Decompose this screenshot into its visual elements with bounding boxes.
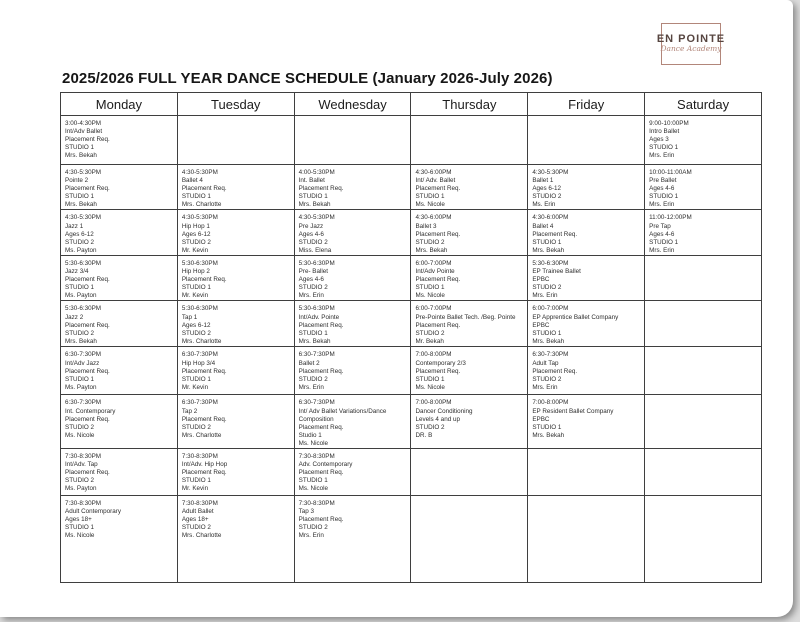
class-teacher: Mrs. Charlotte [181, 431, 222, 439]
class-name: Pre Jazz [298, 222, 324, 230]
class-name: Int/ Adv. Ballet [415, 177, 456, 185]
class-name: Int/Adv Ballet [65, 128, 103, 136]
class-requirement: EPBC [532, 321, 550, 329]
class-teacher: Mrs. Erin [649, 201, 675, 209]
class-name: Pre Ballet [649, 177, 677, 185]
day-header-thursday: Thursday [411, 93, 528, 116]
class-cell [294, 448, 411, 495]
class-time: 6:00-7:00PM [415, 305, 452, 313]
class-cell [61, 301, 178, 347]
class-cell [645, 116, 762, 165]
class-name: Adv. Contemporary [298, 461, 353, 469]
class-requirement: Placement Req. [65, 136, 110, 144]
class-requirement: Placement Req. [415, 367, 461, 375]
class-cell [177, 165, 294, 210]
class-teacher: Mrs. Bekah [65, 337, 97, 345]
class-cell [177, 255, 294, 300]
class-teacher: Mrs. Bekah [65, 201, 97, 209]
class-time: 4:30-5:30PM [65, 214, 102, 222]
class-time: 4:30-5:30PM [181, 214, 218, 222]
class-cell [61, 347, 178, 395]
class-name: Tap 1 [181, 313, 198, 321]
class-requirement: EPBC [532, 276, 550, 284]
class-requirement: Ages 6-12 [65, 230, 94, 238]
day-header-saturday: Saturday [645, 93, 762, 116]
class-studio: STUDIO 2 [65, 477, 95, 485]
class-teacher: Miss. Elena [298, 246, 332, 254]
class-studio: STUDIO 2 [532, 375, 562, 383]
class-name: EP Trainee Ballet [532, 268, 581, 276]
class-studio: STUDIO 1 [181, 193, 211, 201]
empty-cell [528, 448, 645, 495]
day-header-row [61, 93, 762, 116]
class-teacher: Mrs. Bekah [532, 246, 565, 254]
class-cell [294, 347, 411, 395]
day-header-wednesday: Wednesday [294, 93, 411, 116]
class-time: 4:30-6:00PM [415, 214, 452, 222]
class-requirement: EPBC [532, 415, 550, 423]
class-studio: STUDIO 1 [65, 193, 95, 201]
class-teacher: Ms. Nicole [415, 292, 445, 300]
class-cell [645, 165, 762, 210]
class-requirement: Placement Req. [532, 367, 578, 375]
class-requirement: Placement Req. [181, 185, 227, 193]
class-time: 6:30-7:30PM [298, 399, 335, 407]
class-time: 4:30-5:30PM [532, 169, 569, 176]
class-studio: STUDIO 2 [532, 284, 562, 292]
day-header-friday: Friday [528, 93, 645, 116]
class-teacher: Ms. Payton [65, 383, 97, 391]
class-name: Pre-Pointe Ballet Tech. /Beg. Pointe [415, 313, 516, 321]
empty-cell [411, 116, 528, 165]
class-requirement: Placement Req. [65, 321, 110, 329]
class-time: 6:30-7:30PM [65, 351, 102, 359]
class-time: 5:30-6:30PM [65, 305, 102, 313]
class-time: 5:30-6:30PM [181, 305, 218, 313]
schedule-row [61, 395, 762, 449]
class-name: Jazz 2 [65, 313, 84, 321]
class-requirement: Ages 18+ [181, 516, 209, 524]
class-cell [177, 210, 294, 255]
class-name: Int/Adv Jazz [65, 359, 100, 367]
class-requirement: Ages 6-12 [181, 230, 211, 238]
class-requirement: Levels 4 and up [415, 415, 460, 423]
class-cell [61, 255, 178, 300]
class-studio: STUDIO 1 [65, 144, 95, 152]
class-cell [528, 255, 645, 300]
class-cell [61, 395, 178, 449]
class-teacher: Mrs. Charlotte [181, 532, 222, 540]
schedule-row [61, 301, 762, 347]
class-teacher: Ms. Payton [65, 292, 97, 300]
class-name: Pointe 2 [65, 177, 89, 185]
class-requirement: Placement Req. [181, 469, 227, 477]
class-studio: STUDIO 2 [181, 329, 211, 337]
empty-cell [645, 301, 762, 347]
class-time: 3:00-4:30PM [65, 120, 102, 127]
class-name: Hip Hop 2 [181, 268, 210, 276]
class-cell [528, 395, 645, 449]
class-studio: STUDIO 2 [298, 375, 328, 383]
class-studio: STUDIO 1 [649, 144, 679, 152]
class-name: Adult Tap [532, 359, 559, 367]
class-requirement: Placement Req. [298, 367, 344, 375]
class-teacher: Ms. Payton [65, 246, 97, 254]
class-requirement: Placement Req. [65, 469, 110, 477]
class-cell [61, 448, 178, 495]
class-teacher: Mrs. Bekah [532, 431, 565, 439]
class-name: Int/Adv Pointe [415, 268, 455, 276]
class-cell [411, 347, 528, 395]
class-cell [177, 395, 294, 449]
class-time: 6:00-7:00PM [532, 305, 569, 313]
class-name: Ballet 4 [532, 222, 554, 230]
class-requirement: Placement Req. [532, 230, 578, 238]
empty-cell [645, 255, 762, 300]
class-studio: STUDIO 1 [65, 524, 95, 532]
class-studio: STUDIO 1 [415, 375, 445, 383]
class-cell [177, 301, 294, 347]
class-time: 7:30-8:30PM [181, 499, 218, 507]
class-studio: STUDIO 1 [532, 238, 562, 246]
class-name: Ballet 3 [415, 222, 437, 230]
class-time: 5:30-6:30PM [532, 259, 569, 267]
class-requirement: Placement Req. [298, 423, 344, 431]
class-time: 4:30-5:30PM [65, 169, 102, 176]
class-cell [528, 210, 645, 255]
class-studio: STUDIO 2 [298, 524, 328, 532]
class-studio: Studio 1 [298, 431, 322, 439]
class-cell [528, 165, 645, 210]
class-requirement: Placement Req. [181, 415, 227, 423]
class-cell [294, 395, 411, 449]
class-time: 10:00-11:00AM [649, 169, 692, 176]
class-studio: STUDIO 2 [298, 238, 328, 246]
class-name: Ballet 2 [298, 359, 320, 367]
schedule-row [61, 116, 762, 165]
class-requirement: Ages 6-12 [532, 185, 562, 193]
class-cell [294, 255, 411, 300]
class-studio: STUDIO 1 [415, 284, 445, 292]
class-requirement: Placement Req. [298, 469, 344, 477]
class-cell [294, 301, 411, 347]
class-name: Ballet 1 [532, 177, 554, 185]
class-name: Tap 2 [181, 407, 198, 415]
class-teacher: DR. B [415, 431, 433, 439]
class-cell [294, 165, 411, 210]
class-requirement: Placement Req. [298, 516, 344, 524]
class-requirement: Ages 6-12 [181, 321, 211, 329]
class-time: 7:30-8:30PM [65, 499, 102, 507]
class-requirement: Ages 18+ [65, 516, 92, 524]
class-studio: STUDIO 2 [65, 238, 95, 246]
class-time: 6:30-7:30PM [181, 351, 218, 359]
empty-cell [177, 116, 294, 165]
class-studio: STUDIO 2 [181, 524, 211, 532]
class-requirement: Ages 4-6 [298, 230, 324, 238]
class-name: Ballet 4 [181, 177, 203, 185]
class-time: 6:30-7:30PM [181, 399, 218, 407]
class-time: 7:00-8:00PM [415, 351, 452, 359]
empty-cell [528, 116, 645, 165]
class-name: Int/Adv. Hip Hop [181, 461, 228, 469]
class-teacher: Mrs. Charlotte [181, 201, 222, 209]
class-teacher: Ms. Nicole [415, 201, 445, 209]
class-time: 9:00-10:00PM [649, 120, 689, 127]
class-time: 6:30-7:30PM [298, 351, 335, 359]
class-name: Hip Hop 1 [181, 222, 210, 230]
class-time: 6:30-7:30PM [532, 351, 569, 359]
class-name: Adult Ballet [181, 508, 214, 516]
class-time: 4:30-6:00PM [415, 169, 452, 176]
class-name: Jazz 1 [65, 222, 84, 230]
class-time: 7:00-8:00PM [415, 399, 452, 407]
class-teacher: Mr. Kevin [181, 246, 209, 254]
class-studio: STUDIO 1 [65, 284, 95, 292]
schedule-header [61, 93, 762, 116]
class-studio: STUDIO 1 [181, 375, 211, 383]
class-cell [61, 165, 178, 210]
class-name: Tap 3 [298, 508, 315, 516]
class-name: Dancer Conditioning [415, 407, 473, 415]
class-studio: STUDIO 1 [649, 238, 679, 246]
class-name: EP Apprentice Ballet Company [532, 313, 619, 321]
class-studio: STUDIO 2 [415, 238, 445, 246]
class-cell [177, 448, 294, 495]
class-cell [411, 301, 528, 347]
class-requirement: Ages 3 [649, 136, 669, 144]
class-time: 7:00-8:00PM [532, 399, 569, 407]
class-studio: STUDIO 1 [65, 375, 95, 383]
schedule-table [60, 92, 762, 583]
class-teacher: Mrs. Erin [532, 383, 558, 391]
class-teacher: Ms. Nicole [65, 532, 95, 540]
class-cell [177, 495, 294, 582]
class-teacher: Mrs. Bekah [65, 152, 97, 160]
class-cell [528, 347, 645, 395]
class-requirement: Placement Req. [415, 276, 461, 284]
class-studio: STUDIO 2 [415, 329, 445, 337]
class-studio: STUDIO 1 [181, 284, 211, 292]
class-cell [61, 210, 178, 255]
empty-cell [528, 495, 645, 582]
class-time: 5:30-6:30PM [65, 259, 102, 267]
class-studio: STUDIO 2 [415, 423, 445, 431]
class-name: Adult Contemporary [65, 508, 121, 516]
class-cell [411, 395, 528, 449]
class-teacher: Mrs. Erin [298, 383, 324, 391]
class-teacher: Mrs. Bekah [415, 246, 448, 254]
empty-cell [645, 448, 762, 495]
class-requirement: Placement Req. [65, 276, 110, 284]
class-studio: STUDIO 1 [298, 477, 328, 485]
class-cell [61, 495, 178, 582]
class-name: Int. Contemporary [65, 407, 116, 415]
class-time: 11:00-12:00PM [649, 214, 692, 222]
class-cell [61, 116, 178, 165]
class-teacher: Mr. Kevin [181, 292, 209, 300]
class-teacher: Ms. Payton [65, 485, 97, 493]
class-studio: STUDIO 2 [65, 329, 95, 337]
empty-cell [645, 347, 762, 395]
class-name: Intro Ballet [649, 128, 680, 136]
class-time: 4:00-5:30PM [298, 169, 335, 176]
class-time: 4:30-5:30PM [298, 214, 335, 222]
class-name: Jazz 3/4 [65, 268, 89, 276]
class-requirement: Placement Req. [415, 185, 461, 193]
class-name: Hip Hop 3/4 [181, 359, 216, 367]
class-studio: STUDIO 1 [532, 329, 562, 337]
class-requirement: Ages 4-6 [649, 230, 675, 238]
class-studio: STUDIO 1 [298, 193, 328, 201]
class-cell [177, 347, 294, 395]
class-studio: STUDIO 1 [415, 193, 445, 201]
class-requirement: Placement Req. [298, 321, 344, 329]
class-cell [528, 301, 645, 347]
class-name: Int/Adv. Tap [65, 461, 98, 469]
day-header-tuesday: Tuesday [177, 93, 294, 116]
empty-cell [411, 495, 528, 582]
logo-name: EN POINTE [656, 33, 726, 45]
schedule-row [61, 495, 762, 582]
class-requirement: Placement Req. [181, 367, 227, 375]
class-teacher: Ms. Nicole [298, 485, 329, 493]
class-studio: STUDIO 2 [532, 193, 562, 201]
day-header-monday: Monday [61, 93, 178, 116]
class-teacher: Mrs. Bekah [298, 201, 331, 209]
class-name: Pre Tap [649, 222, 671, 230]
class-requirement: Placement Req. [65, 185, 110, 193]
class-teacher: Mr. Bekah [415, 337, 444, 345]
class-time: 7:30-8:30PM [181, 452, 218, 460]
class-name: Int/Adv. Pointe [298, 313, 340, 321]
empty-cell [645, 395, 762, 449]
schedule-row [61, 255, 762, 300]
class-cell [294, 495, 411, 582]
class-time: 4:30-6:00PM [532, 214, 569, 222]
class-teacher: Mrs. Bekah [532, 337, 565, 345]
class-requirement: Ages 4-6 [298, 276, 324, 284]
class-teacher: Mrs. Erin [298, 292, 324, 300]
class-studio: STUDIO 2 [181, 423, 211, 431]
class-teacher: Mrs. Erin [298, 532, 324, 540]
class-time: 5:30-6:30PM [181, 259, 218, 267]
class-time: 6:00-7:00PM [415, 259, 452, 267]
class-time: 6:30-7:30PM [65, 399, 102, 407]
class-requirement: Placement Req. [181, 276, 227, 284]
class-time: 4:30-5:30PM [181, 169, 218, 176]
class-requirement: Placement Req. [65, 415, 110, 423]
class-requirement: Placement Req. [415, 230, 461, 238]
class-cell [645, 210, 762, 255]
logo-tagline: Dance Academy [660, 44, 722, 53]
class-cell [411, 210, 528, 255]
empty-cell [294, 116, 411, 165]
class-teacher: Mrs. Erin [649, 152, 675, 160]
class-studio: STUDIO 2 [181, 238, 211, 246]
class-name: Contemporary 2/3 [415, 359, 466, 367]
class-studio: STUDIO 1 [298, 329, 328, 337]
class-requirement: Placement Req. [65, 367, 110, 375]
class-studio: STUDIO 2 [298, 284, 328, 292]
class-teacher: Ms. Nicole [415, 383, 445, 391]
class-name: Int. Ballet [298, 177, 325, 185]
class-cell [411, 255, 528, 300]
class-teacher: Mr. Kevin [181, 383, 209, 391]
schedule-row [61, 448, 762, 495]
class-time: 7:30-8:30PM [298, 452, 335, 460]
class-time: 7:30-8:30PM [65, 452, 102, 460]
page-title: 2025/2026 FULL YEAR DANCE SCHEDULE (January 2026-July 2026) [62, 70, 553, 87]
class-teacher: Mrs. Bekah [298, 337, 331, 345]
schedule-row [61, 347, 762, 395]
class-teacher: Mrs. Charlotte [181, 337, 222, 345]
class-studio: STUDIO 1 [181, 477, 211, 485]
class-cell [294, 210, 411, 255]
class-requirement: Placement Req. [298, 185, 344, 193]
class-name: Int/ Adv Ballet Variations/Dance Composition [298, 407, 387, 423]
class-teacher: Mrs. Erin [649, 246, 675, 254]
class-time: 7:30-8:30PM [298, 499, 335, 507]
class-studio: STUDIO 2 [65, 423, 95, 431]
empty-cell [411, 448, 528, 495]
class-studio: STUDIO 1 [649, 193, 679, 201]
class-time: 5:30-6:30PM [298, 305, 335, 313]
class-name: Pre- Ballet [298, 268, 329, 276]
empty-cell [645, 495, 762, 582]
class-requirement: Ages 4-6 [649, 185, 675, 193]
class-name: EP Resident Ballet Company [532, 407, 614, 415]
class-cell [411, 165, 528, 210]
schedule-row [61, 210, 762, 255]
class-studio: STUDIO 1 [532, 423, 562, 431]
class-teacher: Ms. Erin [532, 201, 556, 209]
schedule-body [61, 116, 762, 583]
schedule-row [61, 165, 762, 210]
class-teacher: Ms. Nicole [298, 439, 329, 447]
class-teacher: Ms. Nicole [65, 431, 95, 439]
class-teacher: Mr. Kevin [181, 485, 209, 493]
class-requirement: Placement Req. [415, 321, 461, 329]
class-time: 5:30-6:30PM [298, 259, 335, 267]
class-teacher: Mrs. Erin [532, 292, 558, 300]
logo [647, 21, 735, 69]
